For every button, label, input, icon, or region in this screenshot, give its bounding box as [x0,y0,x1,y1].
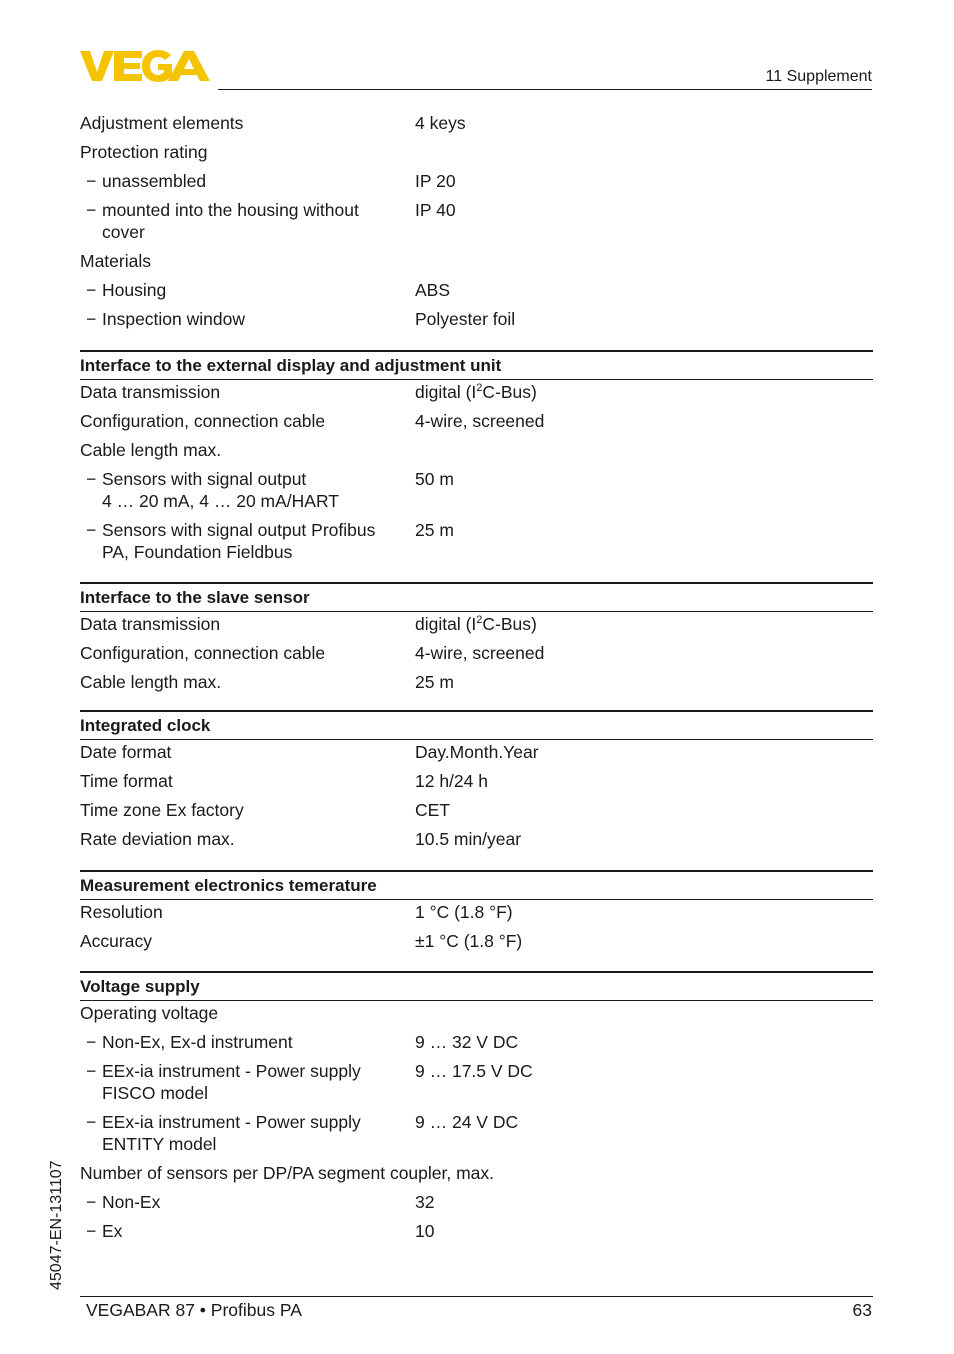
spec-row [80,613,873,635]
spec-value: 4-wire, screened [415,643,545,663]
spec-value: 4 keys [415,113,466,133]
section-heading: Interface to the external display and adjustment unit [80,350,873,380]
spec-table [80,112,873,1242]
section-label: 11 Supplement [765,68,872,85]
spec-label: − Ex [80,1220,415,1242]
spec-label-line: cover [102,222,145,242]
spec-value: 32 [415,1192,435,1212]
vega-logo [80,48,212,84]
spec-label-line: EEx-ia instrument - Power supply [102,1112,361,1132]
spec-row [80,1002,873,1024]
spec-value: IP 40 [415,200,456,220]
spec-label: − unassembled [80,170,415,192]
section-heading: Integrated clock [80,710,873,740]
spec-label: Adjustment elements [80,113,244,133]
spec-row [80,770,873,792]
spec-label: − Non-Ex, Ex-d instrument [80,1031,415,1053]
spec-value: ±1 °C (1.8 °F) [415,931,523,951]
spec-row [80,439,873,461]
spec-label [80,1060,415,1104]
spec-value: 25 m [415,672,454,692]
spec-label [80,199,415,243]
spec-label-line: Sensors with signal output [102,469,307,489]
spec-label-line: mounted into the housing without [102,200,359,220]
spec-label: Materials [80,251,151,271]
spec-row [80,1162,873,1184]
spec-row [80,741,873,763]
spec-label: Configuration, connection cable [80,411,326,431]
spec-value: digital $(I^2C-Bus)$ [415,382,537,402]
spec-value: Day.Month.Year [415,742,539,762]
spec-label [80,1111,415,1155]
spec-label: − Inspection window [80,308,415,330]
spec-label: Data transmission [80,614,221,634]
document-code: 45047-EN-131107 [48,1160,65,1290]
spec-label: Operating voltage [80,1003,219,1023]
spec-row [80,1111,873,1155]
spec-value: 50 m [415,469,454,489]
spec-row [80,671,873,693]
spec-value: 10 [415,1221,435,1241]
section-heading: Interface to the slave sensor [80,582,873,612]
spec-row [80,930,873,952]
spec-label: Time zone Ex factory [80,800,244,820]
spec-value: IP 20 [415,171,456,191]
spec-label: Configuration, connection cable [80,643,326,663]
spec-row [80,381,873,403]
spec-value: CET [415,800,450,820]
spec-label: Cable length max. [80,672,222,692]
spec-row [80,308,873,330]
spec-row [80,468,873,512]
spec-row [80,1191,873,1213]
spec-row [80,1060,873,1104]
spec-row [80,170,873,192]
spec-row [80,799,873,821]
spec-value: 10.5 min/year [415,829,522,849]
spec-value: ABS [415,280,451,300]
spec-row [80,642,873,664]
spec-label: − Housing [80,279,415,301]
spec-row [80,199,873,243]
spec-label-line: FISCO model [102,1083,208,1103]
spec-label: Resolution [80,902,163,922]
spec-label: Rate deviation max. [80,829,235,849]
section-heading: Measurement electronics temerature [80,870,873,900]
spec-label [80,468,415,512]
spec-value: Polyester foil [415,309,516,329]
spec-value: 9 … 32 V DC [415,1032,519,1052]
spec-label-line: 4 … 20 mA, 4 … 20 mA/HART [102,491,339,511]
header-rule [218,89,872,90]
spec-row [80,901,873,923]
spec-row [80,1220,873,1242]
spec-label [80,519,415,563]
spec-value: 12 h/24 h [415,771,488,791]
spec-label: Protection rating [80,142,208,162]
spec-row [80,519,873,563]
spec-label: Number of sensors per DP/PA segment coupler, max. [80,1163,495,1183]
spec-value: 1 °C (1.8 °F) [415,902,513,922]
page-number: 63 [852,1300,872,1320]
spec-row [80,1031,873,1053]
footer-title: VEGABAR 87 • Profibus PA [86,1300,302,1320]
spec-label-line: ENTITY model [102,1134,217,1154]
spec-row [80,141,873,163]
spec-value: 25 m [415,520,454,540]
spec-value: 4-wire, screened [415,411,545,431]
spec-label: Date format [80,742,172,762]
spec-row [80,410,873,432]
spec-label: Time format [80,771,173,791]
spec-label-line: EEx-ia instrument - Power supply [102,1061,361,1081]
spec-label-line: Sensors with signal output Profibus [102,520,376,540]
spec-row [80,112,873,134]
spec-label: Cable length max. [80,440,222,460]
spec-value: 9 … 24 V DC [415,1112,519,1132]
spec-row [80,250,873,272]
footer-rule [80,1296,873,1297]
spec-value: digital $(I^2C-Bus)$ [415,614,537,634]
spec-label: Data transmission [80,382,221,402]
section-heading: Voltage supply [80,971,873,1001]
spec-value: 9 … 17.5 V DC [415,1061,533,1081]
spec-label: Accuracy [80,931,152,951]
spec-label: − Non-Ex [80,1191,415,1213]
spec-row [80,828,873,850]
spec-row [80,279,873,301]
spec-label-line: PA, Foundation Fieldbus [102,542,293,562]
